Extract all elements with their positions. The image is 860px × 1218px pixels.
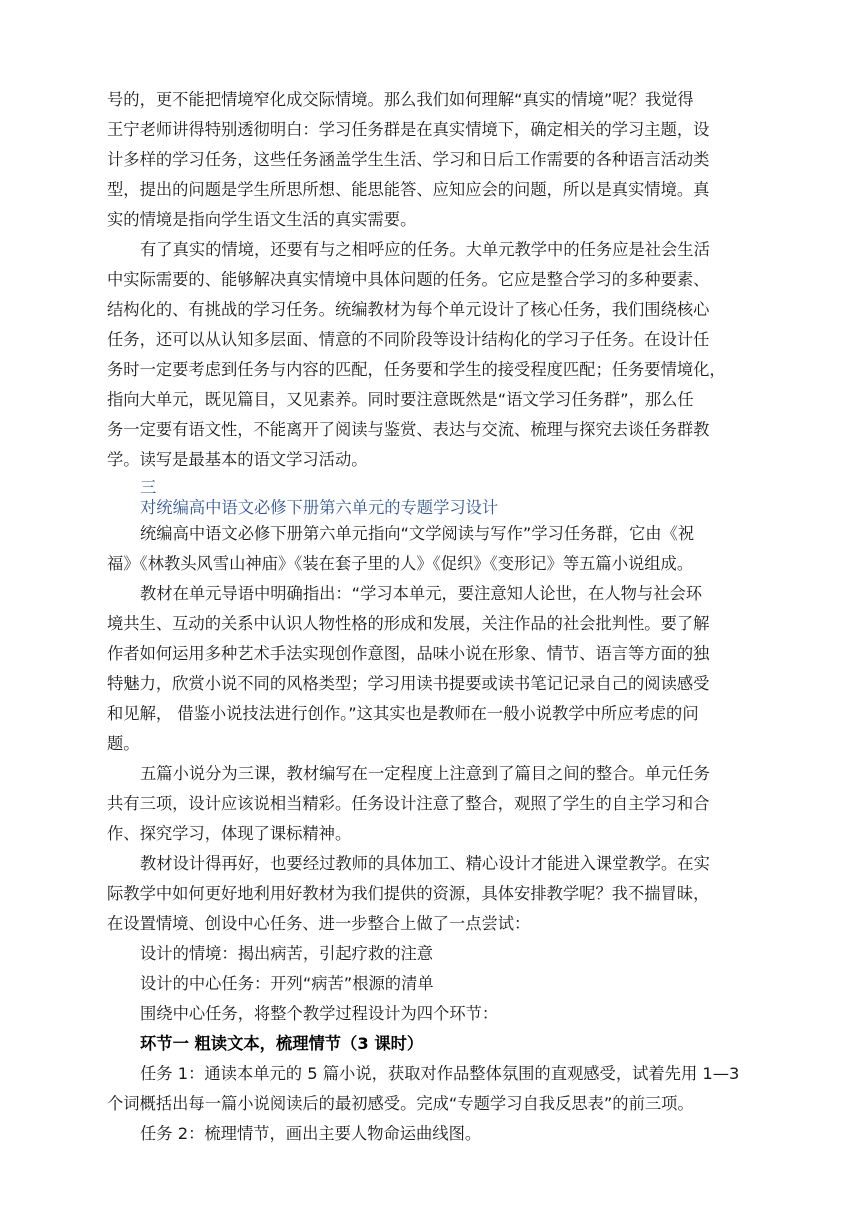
body-text-line: 统编高中语文必修下册第六单元指向“文学阅读与写作”学习任务群，它由《祝	[140, 524, 695, 543]
body-text-line: 围绕中心任务，将整个教学过程设计为四个环节：	[140, 1004, 499, 1023]
body-text-line: 王宁老师讲得特别透彻明白：学习任务群是在真实情境下，确定相关的学习主题，设	[107, 120, 710, 139]
body-text-line: 特魅力，欣赏小说不同的风格类型；学习用读书提要或读书笔记记录自己的阅读感受	[107, 674, 710, 693]
body-text-line: 务时一定要考虑到任务与内容的匹配，任务要和学生的接受程度匹配；任务要情境化，	[107, 360, 726, 379]
body-text-line: 共有三项，设计应该说相当精彩。任务设计注意了整合，观照了学生的自主学习和合	[107, 794, 710, 813]
body-text-line: 和见解， 借鉴小说技法进行创作。”这其实也是教师在一般小说教学中所应考虑的问	[107, 704, 699, 723]
body-text-line: 个词概括出每一篇小说阅读后的最初感受。完成“专题学习自我反思表”的前三项。	[107, 1094, 694, 1113]
body-text-line: 实的情境是指向学生语文生活的真实需要。	[107, 210, 417, 229]
body-text-line: 中实际需要的、能够解决真实情境中具体问题的任务。它应是整合学习的多种要素、	[107, 270, 710, 289]
body-text-line: 型，提出的问题是学生所思所想、能思能答、应知应会的问题，所以是真实情境。真	[107, 180, 710, 199]
body-text-line: 境共生、互动的关系中认识人物性格的形成和发展，关注作品的社会批判性。要了解	[107, 614, 710, 633]
body-text-line: 任务 2：梳理情节，画出主要人物命运曲线图。	[140, 1124, 482, 1143]
body-text-line: 指向大单元，既见篇目，又见素养。同时要注意既然是“语文学习任务群”，那么任	[107, 390, 694, 409]
body-text-line: 教材在单元导语中明确指出：“学习本单元，要注意知人论世，在人物与社会环	[140, 584, 703, 603]
body-text-line: 题。	[107, 734, 140, 753]
section-number: 三	[140, 478, 157, 497]
body-text-line: 有了真实的情境，还要有与之相呼应的任务。大单元教学中的任务应是社会生活	[140, 240, 710, 259]
body-text-line: 五篇小说分为三课，教材编写在一定程度上注意到了篇目之间的整合。单元任务	[140, 764, 710, 783]
body-text-line: 设计的情境：揭出病苦，引起疗救的注意	[140, 944, 434, 963]
body-text-line: 设计的中心任务：开列“病苦”根源的清单	[140, 974, 434, 993]
subsection-heading: 环节一 粗读文本，梳理情节（3 课时）	[140, 1034, 424, 1053]
body-text-line: 作、探究学习，体现了课标精神。	[107, 824, 352, 843]
section-heading: 对统编高中语文必修下册第六单元的专题学习设计	[140, 498, 499, 517]
body-text-line: 作者如何运用多种艺术手法实现创作意图，品味小说在形象、情节、语言等方面的独	[107, 644, 710, 663]
body-text-line: 学。读写是最基本的语文学习活动。	[107, 450, 368, 469]
body-text-line: 际教学中如何更好地利用好教材为我们提供的资源，具体安排教学呢？我不揣冒昧，	[107, 884, 710, 903]
body-text-line: 务一定要有语文性，不能离开了阅读与鉴赏、表达与交流、梳理与探究去谈任务群教	[107, 420, 710, 439]
body-text-line: 教材设计得再好，也要经过教师的具体加工、精心设计才能进入课堂教学。在实	[140, 854, 710, 873]
body-text-line: 结构化的、有挑战的学习任务。统编教材为每个单元设计了核心任务，我们围绕核心	[107, 300, 710, 319]
body-text-line: 在设置情境、创设中心任务、进一步整合上做了一点尝试：	[107, 914, 531, 933]
body-text-line: 计多样的学习任务，这些任务涵盖学生生活、学习和日后工作需要的各种语言活动类	[107, 150, 710, 169]
body-text-line: 号的，更不能把情境窄化成交际情境。那么我们如何理解“真实的情境”呢？我觉得	[107, 90, 694, 109]
body-text-line: 任务 1：通读本单元的 5 篇小说，获取对作品整体氛围的直观感受，试着先用 1—3	[140, 1064, 740, 1083]
body-text-line: 福》《林教头风雪山神庙》《装在套子里的人》《促织》《变形记》等五篇小说组成。	[107, 554, 694, 573]
body-text-line: 任务，还可以从认知多层面、情意的不同阶段等设计结构化的学习子任务。在设计任	[107, 330, 710, 349]
